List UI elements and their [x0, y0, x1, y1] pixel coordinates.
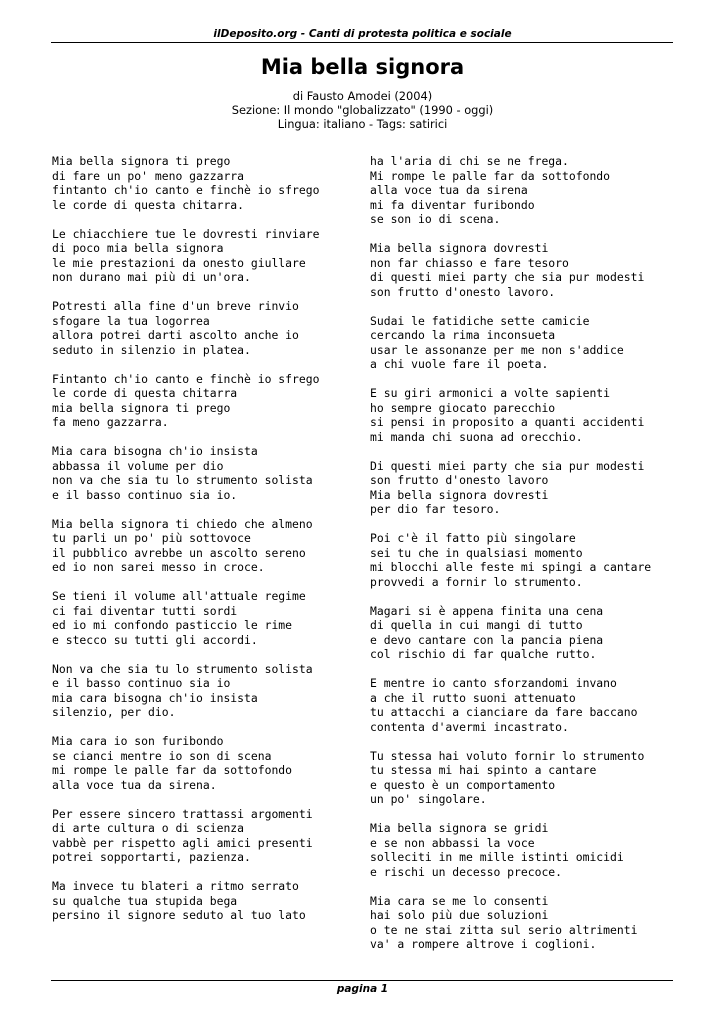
- lyric-line: allora potrei darti ascolto anche io: [52, 328, 299, 342]
- lyric-line: mi rompe le palle far da sottofondo: [52, 763, 293, 777]
- lyric-line: E su giri armonici a volte sapienti: [370, 386, 611, 400]
- header-rule: [51, 42, 673, 43]
- lyric-line: col rischio di far qualche rutto.: [370, 647, 597, 661]
- stanza: [370, 154, 670, 227]
- lyric-line: e stecco su tutti gli accordi.: [52, 632, 258, 647]
- lyric-line: vabbè per rispetto agli amici presenti: [52, 835, 313, 850]
- lyric-line: di quella in cui mangi di tutto: [370, 618, 583, 632]
- lyric-line: e rischi un decesso precoce.: [370, 864, 563, 879]
- stanza: [52, 299, 342, 357]
- lyric-line: Le chiacchiere tue le dovresti rinviare: [52, 226, 320, 241]
- lyric-line: persino il signore seduto al tuo lato: [52, 908, 306, 922]
- lyric-line: il pubblico avrebbe un ascolto sereno: [52, 545, 306, 560]
- lyric-line: tu attacchi a cianciare da fare baccano: [370, 705, 638, 719]
- lyrics-left-column: [52, 154, 342, 937]
- stanza: [370, 531, 670, 589]
- lyric-line: ha l'aria di chi se ne frega.: [370, 154, 569, 168]
- lyric-line: ci fai diventar tutti sordi: [52, 603, 238, 618]
- lyric-line: contenta d'avermi incastrato.: [370, 719, 569, 734]
- lyric-line: su qualche tua stupida bega: [52, 893, 238, 908]
- lyric-line: alla voce tua da sirena: [370, 183, 528, 197]
- stanza: [370, 386, 670, 444]
- lyric-line: ed io mi confondo pasticcio le rime: [52, 618, 293, 632]
- lyric-line: usar le assonanze per me non s'addice: [370, 342, 624, 357]
- lyric-line: solleciti in me mille istinti omicidi: [370, 850, 624, 864]
- lyric-line: le corde di questa chitarra.: [52, 197, 245, 212]
- lyric-line: mia cara bisogna ch'io insista: [52, 690, 258, 705]
- lyric-line: sfogare la tua logorrea: [52, 313, 210, 328]
- lyric-line: a chi vuole fare il poeta.: [370, 357, 549, 371]
- stanza: [370, 604, 670, 662]
- stanza: [52, 444, 342, 502]
- lyric-line: provvedi a fornir lo strumento.: [370, 574, 583, 589]
- lyric-line: se cianci mentre io son di scena: [52, 748, 272, 763]
- lyric-line: Mia bella signora ti chiedo che almeno: [52, 516, 313, 531]
- lyric-line: son frutto d'onesto lavoro.: [370, 284, 556, 299]
- stanza: [52, 807, 342, 865]
- lyric-line: e se non abbassi la voce: [370, 835, 535, 850]
- lyric-line: e questo è un comportamento: [370, 777, 556, 792]
- lyric-line: si pensi in proposito a quanti accidenti: [370, 415, 645, 429]
- section-line: Sezione: Il mondo "globalizzato" (1990 - oggi): [231, 103, 494, 117]
- lyric-line: Mia bella signora dovresti: [370, 241, 549, 255]
- lyric-line: hai solo più due soluzioni: [370, 908, 549, 922]
- lyric-line: seduto in silenzio in platea.: [52, 342, 251, 357]
- lyric-line: potrei sopportarti, pazienza.: [52, 850, 251, 864]
- footer-rule: [51, 980, 673, 981]
- lyric-line: Mia bella signora dovresti: [370, 487, 549, 502]
- stanza: [52, 734, 342, 792]
- lyric-line: di questi miei party che sia pur modesti: [370, 270, 645, 284]
- tags-line: Lingua: italiano - Tags: satirici: [277, 117, 448, 131]
- lyric-line: non va che sia tu lo strumento solista: [52, 473, 313, 487]
- lyric-line: Potresti alla fine d'un breve rinvio: [52, 299, 299, 313]
- lyric-line: fintanto ch'io canto e finchè io sfrego: [52, 183, 320, 197]
- lyric-line: Di questi miei party che sia pur modesti: [370, 458, 645, 473]
- stanza: [370, 676, 670, 734]
- lyric-line: fa meno gazzarra.: [52, 415, 169, 429]
- stanza: [52, 372, 342, 430]
- lyric-line: le corde di questa chitarra: [52, 386, 238, 400]
- lyric-line: Non va che sia tu lo strumento solista: [52, 661, 313, 676]
- page-number: pagina 1: [336, 983, 389, 995]
- lyric-line: mia bella signora ti prego: [52, 400, 231, 415]
- song-title: Mia bella signora: [260, 55, 465, 79]
- stanza: [370, 821, 670, 879]
- lyric-line: sei tu che in qualsiasi momento: [370, 545, 583, 560]
- lyric-line: Per essere sincero trattassi argomenti: [52, 806, 313, 821]
- stanza: [52, 662, 342, 720]
- lyric-line: va' a rompere altrove i coglioni.: [370, 937, 597, 951]
- stanza: [52, 227, 342, 285]
- lyric-line: Tu stessa hai voluto fornir lo strumento: [370, 748, 645, 763]
- stanza: [52, 154, 342, 212]
- stanza: [370, 749, 670, 807]
- lyrics-right-column: [370, 154, 670, 966]
- lyric-line: e il basso continuo sia io: [52, 676, 231, 690]
- lyric-line: e il basso continuo sia io.: [52, 487, 238, 502]
- lyric-line: o te ne stai zitta sul serio altrimenti: [370, 922, 638, 937]
- stanza: [370, 314, 670, 372]
- stanza: [370, 459, 670, 517]
- lyric-line: Mia bella signora ti prego: [52, 154, 231, 168]
- lyric-line: mi fa diventar furibondo: [370, 197, 535, 212]
- lyric-line: Mia bella signora se gridi: [370, 821, 549, 835]
- lyric-line: Sudai le fatidiche sette camicie: [370, 313, 590, 328]
- lyric-line: mi blocchi alle feste mi spingi a cantare: [370, 560, 652, 574]
- author-line: di Fausto Amodei (2004): [292, 89, 433, 103]
- lyric-line: se son io di scena.: [370, 212, 501, 226]
- lyric-line: Mia cara io son furibondo: [52, 734, 224, 748]
- lyric-line: Mia cara se me lo consenti: [370, 893, 549, 908]
- lyric-line: non far chiasso e fare tesoro: [370, 255, 569, 270]
- lyric-line: tu parli un po' più sottovoce: [52, 531, 251, 545]
- lyric-line: Mi rompe le palle far da sottofondo: [370, 168, 611, 183]
- site-header: ilDeposito.org - Canti di protesta politica e sociale: [213, 28, 512, 40]
- lyric-line: Ma invece tu blateri a ritmo serrato: [52, 879, 299, 893]
- lyric-line: abbassa il volume per dio: [52, 458, 224, 473]
- lyric-line: Mia cara bisogna ch'io insista: [52, 444, 258, 458]
- lyric-line: di arte cultura o di scienza: [52, 821, 245, 835]
- stanza: [52, 879, 342, 923]
- lyric-line: non durano mai più di un'ora.: [52, 270, 251, 284]
- stanza: [52, 589, 342, 647]
- lyric-line: di fare un po' meno gazzarra: [52, 168, 245, 183]
- lyric-line: Se tieni il volume all'attuale regime: [52, 589, 306, 603]
- lyric-line: di poco mia bella signora: [52, 241, 224, 255]
- lyric-line: tu stessa mi hai spinto a cantare: [370, 763, 597, 777]
- lyric-line: Magari si è appena finita una cena: [370, 603, 604, 618]
- lyric-line: Fintanto ch'io canto e finchè io sfrego: [52, 371, 320, 386]
- lyric-line: un po' singolare.: [370, 792, 487, 806]
- lyric-line: Poi c'è il fatto più singolare: [370, 531, 576, 545]
- lyric-line: alla voce tua da sirena.: [52, 777, 217, 792]
- lyric-line: mi manda chi suona ad orecchio.: [370, 429, 583, 444]
- lyric-line: le mie prestazioni da onesto giullare: [52, 255, 306, 270]
- lyric-line: a che il rutto suoni attenuato: [370, 690, 576, 705]
- lyric-line: e devo cantare con la pancia piena: [370, 632, 604, 647]
- stanza: [370, 241, 670, 299]
- stanza: [370, 894, 670, 952]
- lyric-line: per dio far tesoro.: [370, 502, 501, 516]
- lyric-line: cercando la rima inconsueta: [370, 328, 556, 342]
- lyric-line: silenzio, per dio.: [52, 705, 176, 719]
- lyric-line: ed io non sarei messo in croce.: [52, 560, 265, 574]
- lyric-line: ho sempre giocato parecchio: [370, 400, 556, 415]
- lyric-line: E mentre io canto sforzandomi invano: [370, 676, 617, 690]
- lyric-line: son frutto d'onesto lavoro: [370, 473, 549, 487]
- stanza: [52, 517, 342, 575]
